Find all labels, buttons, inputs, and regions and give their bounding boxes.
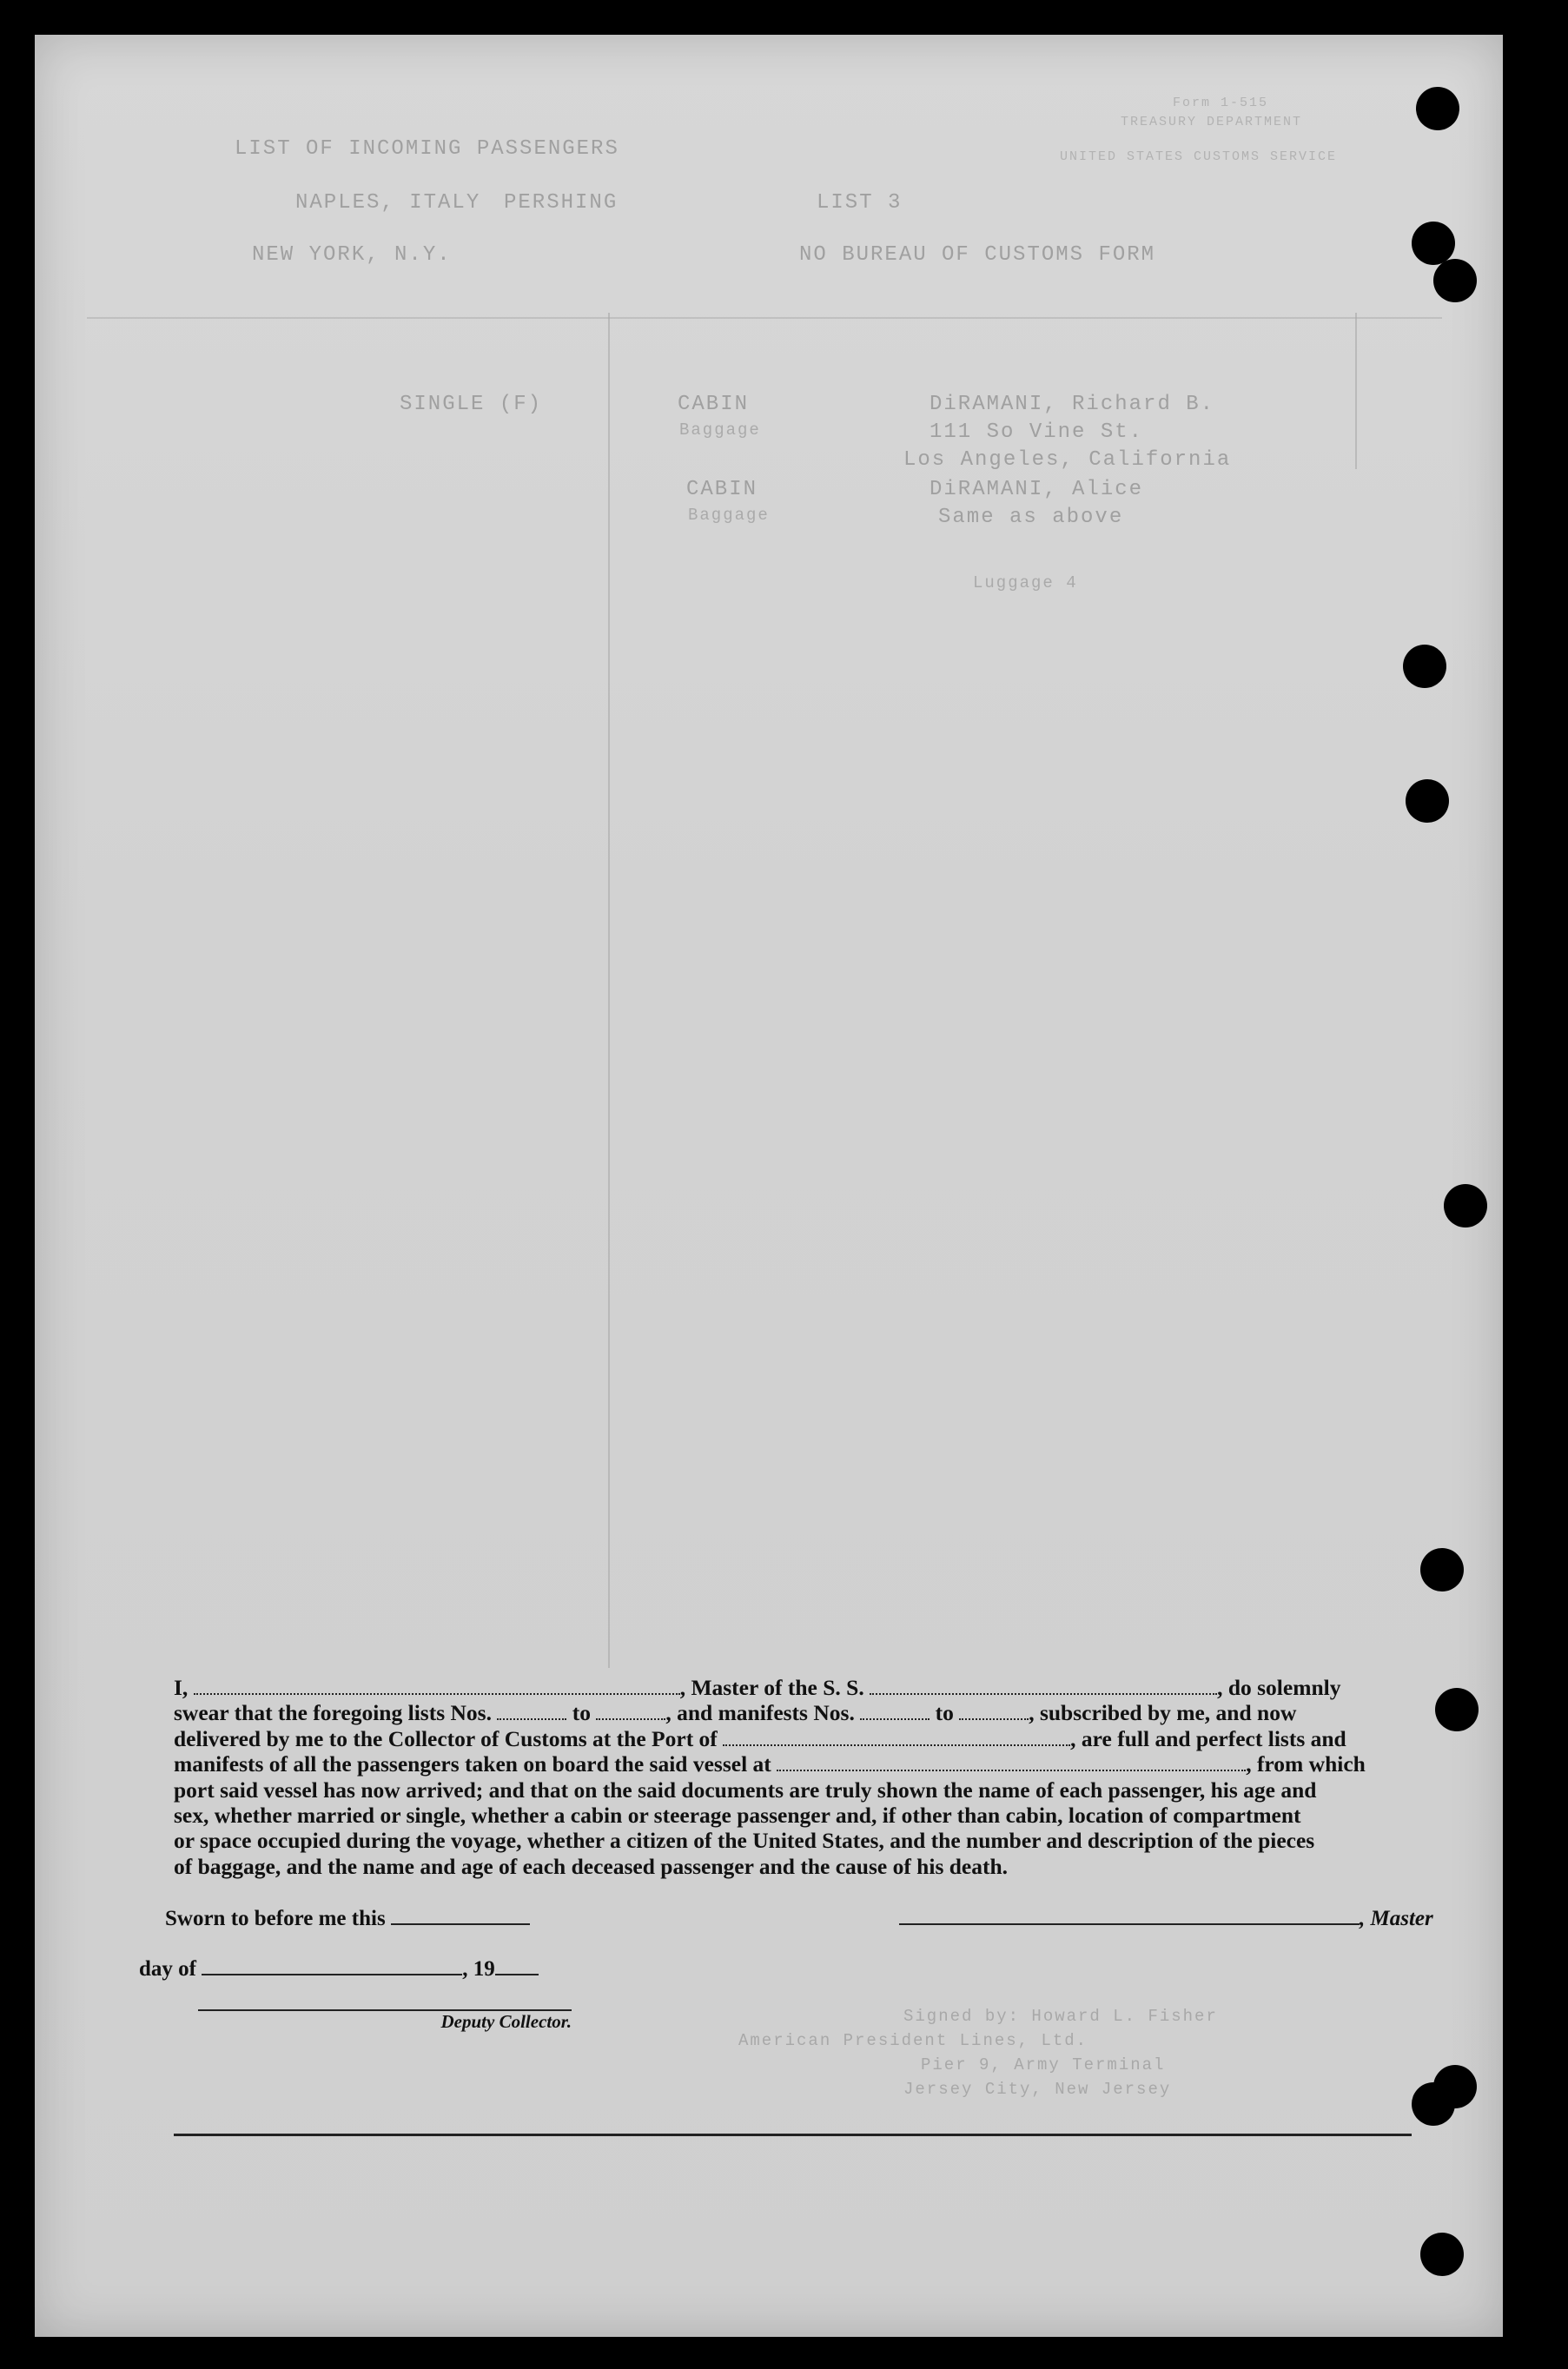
faint-entry-note: Luggage 4 — [973, 573, 1078, 592]
punch-hole — [1420, 1548, 1464, 1591]
punch-hole — [1433, 259, 1477, 302]
vessel-name-blank[interactable] — [870, 1677, 1217, 1695]
sworn-day-blank[interactable] — [391, 1908, 530, 1925]
master-signature-blank[interactable] — [899, 1908, 1360, 1925]
port-blank[interactable] — [723, 1729, 1070, 1746]
faint-entry-address-1: 111 So Vine St. — [930, 420, 1144, 444]
faint-entry-address-3: Same as above — [938, 506, 1124, 529]
manifest-from-blank[interactable] — [860, 1703, 930, 1720]
faint-entry-status: SINGLE (F) — [400, 393, 543, 416]
punch-hole — [1412, 222, 1455, 265]
faint-certificate: NO BUREAU OF CUSTOMS FORM — [799, 243, 1156, 267]
faint-stamp-line-4: Jersey City, New Jersey — [903, 2080, 1172, 2099]
list-to-blank[interactable] — [596, 1703, 665, 1720]
faint-arrival-port: NEW YORK, N.Y. — [252, 243, 452, 267]
bottom-rule — [174, 2134, 1412, 2136]
master-name-blank[interactable] — [194, 1677, 680, 1695]
oath-line-6: sex, whether married or single, whether a cabin or steerage passenger and, if other than cabin, location of compartment — [174, 1803, 1301, 1829]
deputy-collector-label: Deputy Collector. — [440, 2011, 572, 2032]
faint-stamp-line-3: Pier 9, Army Terminal — [921, 2055, 1166, 2075]
month-blank[interactable] — [202, 1958, 462, 1975]
faint-entry-class-sub: Baggage — [679, 420, 761, 440]
oath-line-5: port said vessel has now arrived; and that on the said documents are truly shown the name of each passenger, his age and — [174, 1777, 1317, 1803]
faint-vessel: PERSHING — [504, 191, 619, 215]
faint-form-number: Form 1-515 — [1173, 96, 1269, 110]
punch-hole — [1444, 1184, 1487, 1228]
punch-hole — [1416, 87, 1459, 130]
punch-hole — [1412, 2082, 1455, 2126]
manifest-to-blank[interactable] — [959, 1703, 1029, 1720]
faint-entry-name-1: DiRAMANI, Richard B. — [930, 393, 1215, 416]
oath-line-4: manifests of all the passengers taken on board the said vessel at , from which — [174, 1751, 1366, 1777]
faint-dept-1: TREASURY DEPARTMENT — [1121, 115, 1303, 129]
faint-entry-name-2: DiRAMANI, Alice — [930, 478, 1144, 501]
faint-entry-class-sub-2: Baggage — [688, 506, 770, 525]
faint-departure-port: NAPLES, ITALY — [295, 191, 481, 215]
faint-stamp-line-2: American President Lines, Ltd. — [738, 2031, 1088, 2050]
deputy-signature-blank[interactable] — [198, 1994, 572, 2011]
manifest-page — [35, 35, 1503, 2337]
oath-line-1: I, , Master of the S. S. , do solemnly — [174, 1675, 1341, 1700]
faint-entry-class-2: CABIN — [686, 478, 758, 501]
sworn-line: Sworn to before me this — [165, 1907, 530, 1931]
master-signature-line: , Master — [899, 1907, 1433, 1931]
oath-line-7: or space occupied during the voyage, whether a citizen of the United States, and the number and description of the pieces — [174, 1828, 1315, 1854]
column-rule-2 — [1355, 313, 1357, 469]
punch-hole — [1406, 779, 1449, 823]
faint-dept-2: UNITED STATES CUSTOMS SERVICE — [1060, 149, 1338, 164]
faint-entry-address-2: Los Angeles, California — [903, 448, 1232, 472]
oath-line-8: of baggage, and the name and age of each deceased passenger and the cause of his death. — [174, 1853, 1009, 1879]
origin-port-blank[interactable] — [777, 1754, 1246, 1771]
list-from-blank[interactable] — [497, 1703, 566, 1720]
punch-hole — [1403, 645, 1446, 688]
oath-line-2: swear that the foregoing lists Nos. to , and manifests Nos. to , subscribed by me, and now — [174, 1700, 1297, 1726]
master-oath — [174, 1675, 1481, 1879]
faint-list-label: LIST 3 — [817, 191, 903, 215]
oath-line-3: delivered by me to the Collector of Customs at the Port of , are full and perfect lists and — [174, 1725, 1346, 1751]
faint-entry-class: CABIN — [678, 393, 750, 416]
punch-hole — [1420, 2233, 1464, 2276]
punch-hole — [1435, 1688, 1479, 1731]
faint-header-title: LIST OF INCOMING PASSENGERS — [235, 137, 619, 161]
table-top-rule — [87, 317, 1442, 319]
deputy-collector-signature — [198, 1994, 572, 2033]
faint-stamp-line-1: Signed by: Howard L. Fisher — [903, 2007, 1218, 2026]
year-blank[interactable] — [495, 1958, 539, 1975]
date-line: day of , 19 — [139, 1957, 539, 1982]
column-rule-1 — [608, 313, 610, 1668]
